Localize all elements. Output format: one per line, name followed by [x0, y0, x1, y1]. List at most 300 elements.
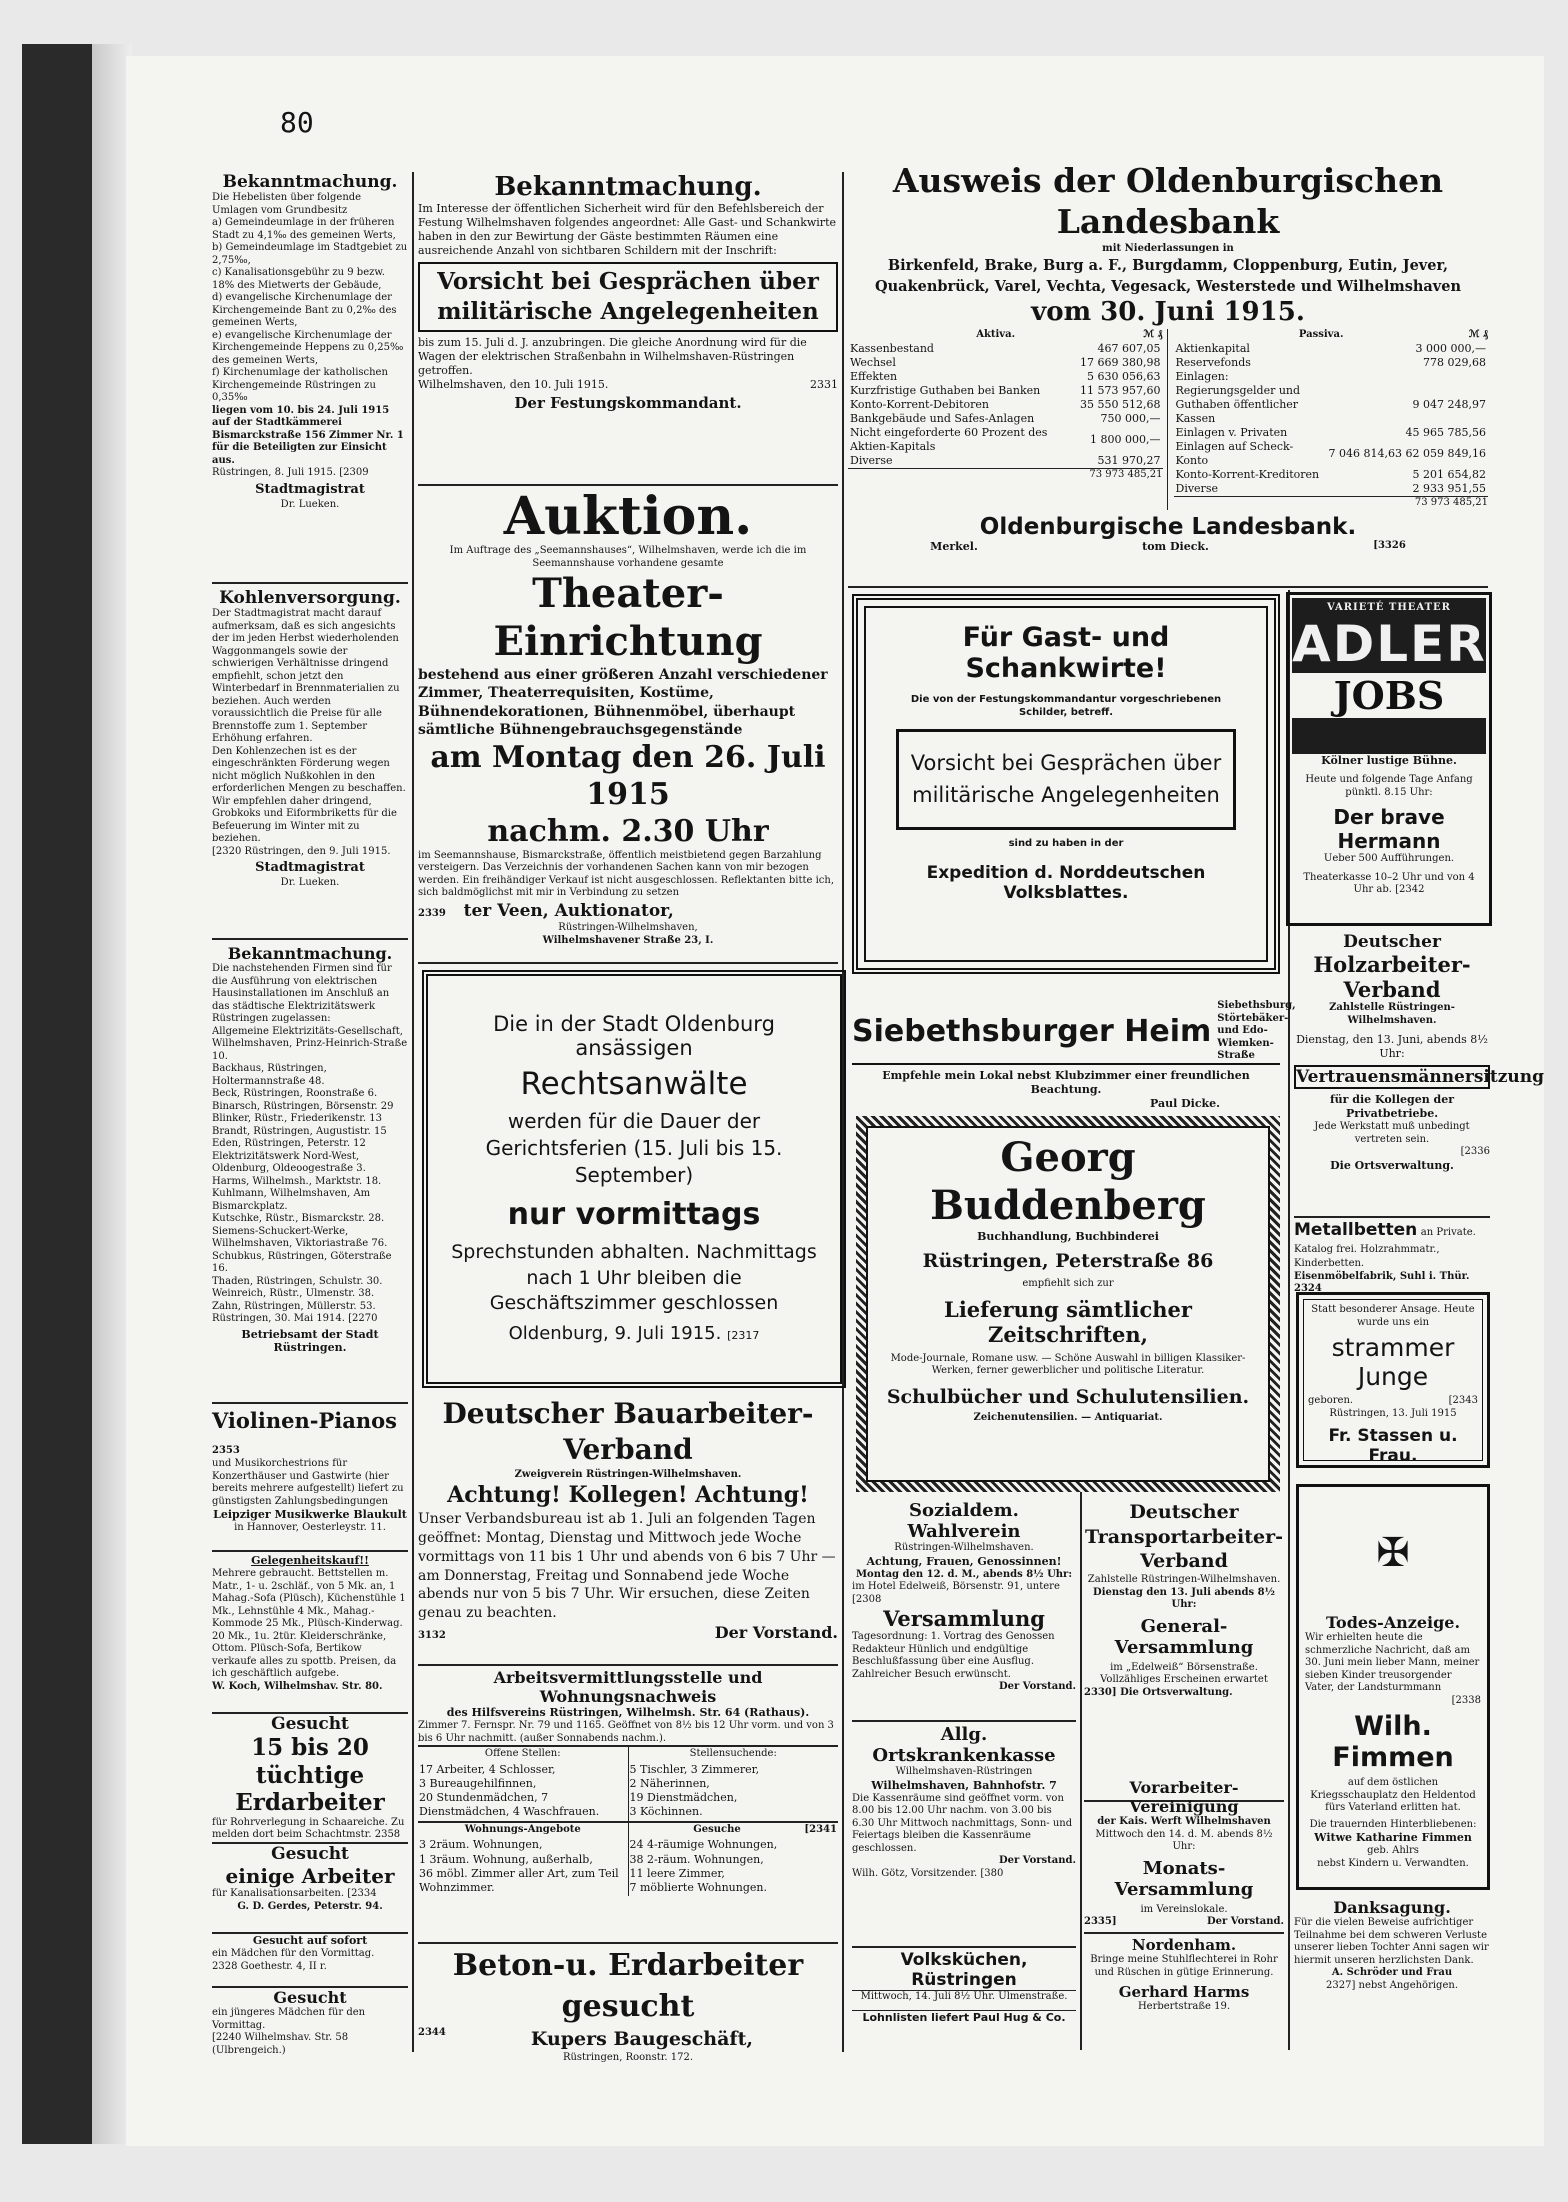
balance-value: 5 630 056,63	[1087, 369, 1161, 383]
list-item: Harms, Wilhelmsh., Marktstr. 18.	[212, 1175, 382, 1187]
ad-text: Mittwoch, 14. Juli 8½ Uhr. Ulmenstraße.	[860, 1991, 1068, 2002]
col-head: Stellensuchende:	[689, 1748, 777, 1760]
ad-headline: Schulbücher und Schulutensilien.	[886, 1385, 1250, 1408]
balance-label: Bankgebäude und Safes-Anlagen	[850, 411, 1035, 425]
ad-headline: Achtung, Frauen, Genossinnen!	[866, 1554, 1062, 1568]
ad-name: Paul Dicke.	[1150, 1096, 1220, 1110]
ad-title: Nordenham.	[1131, 1936, 1237, 1954]
bank-sub: mit Niederlassungen in	[1102, 242, 1234, 254]
ad-title: Gesucht auf sofort	[252, 1934, 368, 1947]
balance-row	[1174, 440, 1489, 468]
ad-firm: Eisenmöbelfabrik, Suhl i. Thür. 2324	[1294, 1270, 1470, 1295]
ad-text: geboren. [2343	[1308, 1395, 1478, 1406]
sign-text: Vorsicht bei Gesprächen über militärische Angelegenheiten	[437, 268, 819, 326]
balance-label: Einlagen:	[1175, 369, 1229, 383]
list-item: Binarsch, Rüstringen, Börsenstr. 29	[212, 1100, 394, 1112]
ad-text: Die trauernden Hinterbliebenen:	[1309, 1818, 1477, 1830]
ad-signature: Der Vorstand.	[998, 1681, 1076, 1693]
jobs-table	[418, 1745, 838, 1896]
ad-text: im Vereinslokale.	[1140, 1903, 1228, 1915]
holzarbeiter-ad	[1294, 932, 1544, 1214]
violinen-ad	[212, 1408, 408, 1548]
beton-ad	[418, 1946, 838, 2063]
balance-value: 17 669 380,98	[1080, 355, 1161, 369]
ges-cell	[628, 1837, 838, 1896]
bauarbeiter-ad	[418, 1396, 838, 1662]
ad-headline: Lieferung sämtlicher Zeitschriften,	[944, 1296, 1192, 1347]
ad-line: werden für die Dauer der Gerichtsferien (15. Juli bis 15. September)	[485, 1109, 783, 1187]
ad-title: Siebethsburger Heim	[852, 1013, 1212, 1049]
ad-address: Wilhelmshavener Straße 23, I.	[542, 934, 714, 946]
balance-row	[848, 356, 1163, 370]
ad-text: Zeichenutensilien. — Antiquariat.	[973, 1411, 1163, 1423]
wahlverein-ad	[852, 1500, 1076, 1718]
auction-date: am Montag den 26. Juli 1915	[430, 739, 826, 813]
ad-name: Gerhard Harms	[1118, 1983, 1250, 2001]
list-item: Kutschke, Rüstr., Bismarckstr. 28.	[212, 1213, 385, 1224]
balance-label: Reservefonds	[1175, 355, 1251, 369]
ad-sub: des Hilfsvereins Rüstringen, Wilhelmsh. Str. 64 (Rathaus).	[446, 1706, 810, 1719]
sign-sample	[896, 729, 1236, 830]
ad-text: empfiehlt sich zur	[1022, 1278, 1114, 1290]
notice-date: Rüstringen, 30. Mai 1914. [2270	[212, 1313, 378, 1324]
list-item: Weinreich, Rüstr., Ulmenstr. 38.	[212, 1288, 375, 1299]
ad-address: Rüstringen, Roonstr. 172.	[562, 2051, 694, 2063]
balance-value: 3 000 000,—	[1415, 341, 1486, 355]
ad-sub: Die von der Festungskommandantur vorgeschriebenen Schilder, betreff.	[910, 694, 1222, 718]
notice-title: Bekanntmachung.	[222, 172, 398, 192]
auktion-ad	[418, 488, 838, 962]
ad-signature: Witwe Katharine Fimmen	[1314, 1831, 1472, 1844]
ad-over: Ueber 500 Aufführungen.	[1323, 853, 1455, 865]
list-item: Kuhlmann, Wilhelmshaven, Am Bismarckplatz.	[212, 1188, 371, 1212]
einige-arbeiter-ad	[212, 1844, 408, 1934]
harms-ad	[1084, 1936, 1284, 2050]
balance-label: Kurzfristige Guthaben bei Banken	[850, 383, 1041, 397]
ad-title: Holzarbeiter-Verband	[1313, 952, 1471, 1002]
ad-text: Bringe meine Stuhlflechterei in Rohr und Rüschen in gütige Erinnerung.	[1090, 1954, 1278, 1978]
umlage-item: d) evangelische Kirchenumlage der Kirchengemeinde Bant zu 0,2‰ des gemeinen Werts,	[212, 292, 397, 328]
adler-theater-ad	[1286, 592, 1492, 926]
notice-text: Im Interesse der öffentlichen Sicherheit wird für den Befehlsbereich der Festung Wilhelmshaven folgendes angeordnet: Alle Gast- und Schankwirte haben in den zur Bewirtung der Gäste bestimmten Räumen eine ausreichende Anzahl von sichtbaren Schildern mit der Inschrift:	[418, 202, 836, 258]
balance-value: 750 000,—	[1100, 411, 1161, 425]
festung-notice	[418, 172, 838, 484]
ad-title: Danksagung.	[1333, 1898, 1451, 1917]
banner-top: VARIETÉ THEATER	[1327, 602, 1451, 613]
list-item: 3 2räum. Wohnungen,	[419, 1838, 543, 1852]
balance-row	[1174, 370, 1489, 384]
todesanzeige	[1296, 1484, 1490, 1890]
ad-address: [2240 Wilhelmshav. Str. 58 (Ulbrengeich.)	[212, 2032, 349, 2056]
ad-text: Statt besonderer Ansage. Heute wurde uns ein	[1311, 1304, 1475, 1328]
aktiva-table	[848, 342, 1163, 469]
buddenberg-ad	[856, 1116, 1280, 1492]
auctioneer: 2339 ter Veen, Auktionator,	[418, 900, 674, 921]
divider	[852, 1946, 1076, 1948]
ad-text: im Hotel Edelweiß, Börsenstr. 91, untere [2308	[852, 1581, 1060, 1605]
list-item: 1 3räum. Wohnung, außerhalb,	[419, 1852, 593, 1866]
divider	[1294, 1216, 1490, 1218]
ad-headline: strammer Junge	[1331, 1333, 1455, 1391]
divider	[1084, 1932, 1284, 1934]
col-head: Offene Stellen:	[418, 1746, 628, 1762]
divider	[418, 1942, 838, 1944]
ad-headline: Vertrauensmännersitzung	[1296, 1067, 1544, 1088]
list-item: Eden, Rüstringen, Peterstr. 12	[212, 1138, 366, 1149]
aktiva-total: 73 973 485,21	[848, 468, 1163, 482]
ad-date: Dienstag, den 13. Juni, abends 8½ Uhr:	[1296, 1033, 1488, 1061]
ad-title: Vorarbeiter-Vereinigung	[1129, 1778, 1239, 1816]
balance-row	[848, 370, 1163, 384]
siebethsburger-ad	[852, 1000, 1296, 1110]
notice-signature: Der Festungskommandant.	[514, 394, 742, 413]
ad-text: für Kanalisationsarbeiten. [2334	[212, 1888, 377, 1899]
wang-cell	[418, 1837, 628, 1896]
vorarbeiter-ad	[1084, 1778, 1284, 1928]
divider	[418, 962, 838, 964]
balance-row	[848, 454, 1163, 468]
notice-intro: Die Hebelisten über folgende Umlagen vom Grundbesitz	[212, 192, 362, 216]
balance-value: 1 800 000,—	[1090, 433, 1161, 447]
ad-address: Herbertstraße 19.	[1137, 2001, 1231, 2012]
ad-text: ein Mädchen für den Vormittag.	[212, 1948, 375, 1960]
list-item: 2 Näherinnen,	[629, 1776, 710, 1790]
balance-row	[1174, 342, 1489, 356]
ad-sub: Zweigverein Rüstringen-Wilhelmshaven.	[514, 1468, 742, 1480]
notice-name: Dr. Lueken.	[280, 877, 340, 888]
list-item: Siemens-Schuckert-Werke, Wilhelmshaven, Viktoriastraße 76.	[212, 1225, 388, 1249]
ad-signature: geb. Ahlrs	[1367, 1845, 1419, 1857]
balance-label: Wechsel	[850, 355, 896, 369]
passiva	[1174, 329, 1489, 510]
ad-play: Der brave Hermann	[1333, 805, 1445, 854]
ad-name: Wilh. Götz, Vorsitzender. [380	[852, 1867, 1004, 1879]
ad-date: Rüstringen, 13. Juli 1915	[1329, 1407, 1457, 1419]
ad-text: Empfehle mein Lokal nebst Klubzimmer einer freundlichen Beachtung.	[882, 1068, 1250, 1096]
ad-address: in Hannover, Oesterleystr. 11.	[234, 1522, 386, 1534]
balance-value: 7 046 814,63 62 059 849,16	[1328, 447, 1486, 461]
book-binding	[22, 44, 92, 2144]
balance-value: 45 965 785,56	[1405, 426, 1486, 439]
balance-value: 11 573 957,60	[1080, 383, 1161, 397]
ad-address: 2328 Goethestr. 4, II r.	[212, 1960, 327, 1972]
ad-date: Mittwoch den 14. d. M. abends 8½ Uhr:	[1095, 1828, 1273, 1852]
balance-value: 9 047 248,97	[1412, 397, 1486, 411]
ad-signature: Der Vorstand.	[998, 1855, 1076, 1867]
list-item: Beck, Rüstringen, Roonstraße 6.	[212, 1088, 378, 1099]
list-item: 3 Bureaugehilfinnen,	[419, 1776, 537, 1790]
ad-title: Sozialdem. Wahlverein	[907, 1500, 1021, 1542]
balance-sheet	[848, 329, 1488, 510]
ad-title: Georg Buddenberg	[930, 1134, 1206, 1229]
passiva-head: Passiva. ℳ ₰	[1298, 329, 1488, 341]
divider	[848, 586, 1488, 588]
notice-text: liegen vom 10. bis 24. Juli 1915 auf der Stadtkämmerei Bismarckstraße 156 Zimmer Nr. 1 für die Beteiligten zur Einsicht aus.	[212, 404, 404, 466]
list-item: 20 Stundenmädchen, 7 Dienstmädchen, 4 Waschfrauen.	[419, 1791, 600, 1819]
list-item: Allgemeine Elektrizitäts-Gesellschaft, Wilhelmshaven, Prinz-Heinrich-Straße 10.	[212, 1025, 408, 1062]
maedchen-ad-2	[212, 1988, 408, 2054]
divider	[418, 1664, 838, 1666]
ad-title: Violinen-Pianos 2353	[212, 1408, 397, 1456]
ad-date: Oldenburg, 9. Juli 1915. [2317	[508, 1322, 760, 1344]
list-item: 38 2-räum. Wohnungen,	[629, 1852, 764, 1866]
ad-address: Rüstringen, Peterstraße 86	[922, 1250, 1214, 1273]
balance-label: Kassenbestand	[850, 341, 934, 355]
ad-title: Gesucht	[271, 1714, 349, 1734]
offen-cell	[418, 1762, 628, 1822]
ad-line: Die in der Stadt Oldenburg ansässigen	[493, 1012, 775, 1060]
list-item: 5 Tischler, 3 Zimmerer,	[629, 1762, 760, 1776]
aktiva-head: Aktiva. ℳ ₰	[976, 329, 1163, 341]
notice-date: Wilhelmshaven, den 10. Juli 1915. 2331	[418, 378, 838, 392]
auction-time: nachm. 2.30 Uhr	[487, 813, 769, 849]
notice-signature: Stadtmagistrat	[255, 481, 365, 497]
ad-text: Heute und folgende Tage Anfang pünktl. 8.15 Uhr:	[1305, 774, 1473, 798]
umlage-item: b) Gemeindeumlage im Stadtgebiet zu 2,75‰,	[212, 242, 408, 266]
ad-headline: einige Arbeiter	[225, 1864, 395, 1888]
ad-number: [2338	[1451, 1694, 1481, 1706]
list-item: Backhaus, Rüstringen, Holtermannstraße 48.	[212, 1063, 327, 1087]
banner-name: ADLER	[1292, 614, 1487, 673]
divider	[212, 1402, 408, 1404]
umlage-item: a) Gemeindeumlage in der früheren Stadt zu 4,1‰ des gemeinen Werts,	[212, 217, 396, 241]
gelegenheit-ad	[212, 1554, 408, 1710]
notice-text: bis zum 15. Juli d. J. anzubringen. Die gleiche Anordnung wird für die Wagen der elektrischen Straßenbahn in Wilhelmshaven-Rüstringen getroffen.	[418, 336, 807, 378]
adler-banner	[1292, 598, 1486, 754]
notice-signature: Stadtmagistrat	[255, 860, 365, 875]
list-item: 3 Köchinnen.	[629, 1805, 703, 1819]
bank-places: Birkenfeld, Brake, Burg a. F., Burgdamm, Cloppenburg, Eutin, Jever, Quakenbrück, Varel, Vechta, Vegesack, Westerstede und Wilhelmshaven	[875, 257, 1461, 296]
list-item: Zahn, Rüstringen, Müllerstr. 53.	[212, 1300, 376, 1312]
list-item: Brandt, Rüstringen, Augustistr. 15	[212, 1125, 387, 1137]
ad-kasse: Theaterkasse 10–2 Uhr und von 4 Uhr ab. [2342	[1303, 871, 1475, 896]
gastwirte-ad	[852, 594, 1280, 974]
ad-text: Die Kassenräume sind geöffnet vorm. von 8.00 bis 12.00 Uhr nachm. von 3.00 bis 6.30 Uhr Mittwoch nachmittags, Sonn- und Feiertags bleiben die Kassenräume geschlossen.	[852, 1792, 1073, 1854]
balance-label: Diverse	[1175, 482, 1218, 496]
ad-sub: Rüstringen-Wilhelmshaven.	[894, 1542, 1034, 1553]
ad-text: im Seemannshause, Bismarckstraße, öffentlich meistbietend gegen Barzahlung versteigern. Das Verzeichnis der vorhandenen Sachen kann von mir bezogen werden. Ein freihändiger Verkauf ist nicht ausgeschlossen. Reflektanten bitte ich, sich baldmöglichst mit mir in Verbindung zu setzen	[418, 849, 835, 899]
ad-headline: Theater-Einrichtung	[493, 570, 763, 666]
ad-text: auf dem östlichen Kriegsschauplatz den Heldentod fürs Vaterland erlitten hat.	[1310, 1777, 1476, 1813]
notice-name: Dr. Lueken.	[280, 498, 340, 510]
ad-title: Auktion.	[503, 486, 753, 547]
ad-title: Für Gast- und Schankwirte!	[962, 622, 1170, 684]
ad-text: für die Kollegen der Privatbetriebe.	[1329, 1093, 1455, 1121]
firm-list	[212, 1026, 408, 1314]
ad-date: Dienstag den 13. Juli abends 8½ Uhr:	[1093, 1586, 1275, 1611]
umlagen-notice	[212, 172, 408, 582]
balance-value: 2 933 951,55	[1412, 482, 1486, 496]
passiva-total: 73 973 485,21	[1174, 496, 1489, 510]
notice-date: Rüstringen, 8. Juli 1915. [2309	[212, 467, 369, 478]
ad-text: sind zu haben in der	[1008, 838, 1124, 849]
balance-row	[1174, 426, 1489, 440]
ad-text: Mode-Journale, Romane usw. — Schöne Auswahl in billigen Klassiker-Werken, ferner gewerblicher und politische Literatur.	[890, 1352, 1246, 1377]
ad-signature: 2330] Die Ortsverwaltung.	[1084, 1686, 1233, 1698]
notice-title: Bekanntmachung.	[227, 944, 393, 963]
ad-title: Todes-Anzeige.	[1325, 1613, 1461, 1632]
ad-title: Beton-u. Erdarbeiter gesucht	[452, 1948, 804, 2024]
divider	[212, 1550, 408, 1552]
geburt-anzeige	[1296, 1292, 1490, 1468]
balance-value: 778 029,68	[1423, 355, 1486, 369]
balance-value: 5 201 654,82	[1412, 468, 1486, 482]
ad-text: Wir erhielten heute die schmerzliche Nachricht, daß am 30. Juni mein lieber Mann, meiner sieben Kinder treusorgender Vater, der Landsturmmann	[1305, 1632, 1480, 1693]
aktiva	[848, 329, 1168, 510]
sign-text: Vorsicht bei Gesprächen über militärische Angelegenheiten	[910, 751, 1222, 807]
ad-line: Deutscher	[1343, 932, 1441, 952]
ad-signature: A. Schröder und Frau	[1331, 1967, 1453, 1978]
list-item: 36 möbl. Zimmer aller Art, zum Teil Wohnzimmer.	[419, 1866, 619, 1895]
arbeitsvermittlung-ad	[418, 1668, 838, 1942]
divider	[212, 938, 408, 940]
ad-side: und Edo-Wiemken-Straße	[1217, 1025, 1274, 1061]
ad-title: Gesucht	[273, 1988, 347, 2007]
list-item: Schubkus, Rüstringen, Göterstraße 16.	[212, 1250, 392, 1274]
balance-label: Konto-Korrent-Kreditoren	[1175, 468, 1320, 482]
ad-headline: 15 bis 20 tüchtige Erdarbeiter	[235, 1734, 385, 1817]
col-head: Wohnungs-Angebote	[418, 1822, 628, 1838]
balance-row	[1174, 468, 1489, 482]
balance-row	[1174, 356, 1489, 370]
ad-firm: Leipziger Musikwerke Blaukult	[213, 1508, 407, 1521]
list-item: 19 Dienstmädchen,	[629, 1791, 738, 1805]
ad-city: Rüstringen-Wilhelmshaven,	[558, 922, 698, 934]
kohlen-notice	[212, 588, 408, 936]
list-item: 24 4-räumige Wohnungen,	[629, 1838, 778, 1852]
ad-intro: Im Auftrage des „Seemannshauses“, Wilhelmshaven, werde ich die im Seemannshause vorhandene gesamte	[449, 545, 807, 569]
ad-text: für Rohrverlegung in Schaareiche. Zu melden dort beim Schachtmstr. 2358	[212, 1816, 405, 1841]
balance-row	[848, 342, 1163, 356]
notice-text: Den Kohlenzechen ist es der eingeschränkten Förderung wegen nicht möglich Nußkohlen in den erforderlichen Mengen zu beschaffen. Wir empfehlen daher dringend, Grobkoks und Eiformbriketts für die Befeuerung im Winter mit zu beziehen.	[212, 745, 406, 844]
ad-text: Metallbetten an Private. Katalog frei. Holzrahmmatr., Kinderbetten.	[1294, 1220, 1476, 1270]
balance-value: 467 607,05	[1097, 341, 1161, 355]
firmen-notice	[212, 944, 408, 1402]
ad-title: Deutscher Bauarbeiter-Verband	[442, 1397, 814, 1467]
column-rule	[1080, 1490, 1082, 2050]
ad-line: Sprechstunden abhalten. Nachmittags nach 1 Uhr bleiben die Geschäftszimmer geschlossen	[451, 1241, 817, 1315]
ad-sub: Zahlstelle Rüstringen-Wilhelmshaven.	[1329, 1002, 1455, 1026]
passiva-table	[1174, 342, 1489, 497]
ad-side: Siebethsburg, Störtebäker-	[1217, 1000, 1296, 1024]
list-item: 7 möblierte Wohnungen.	[629, 1881, 767, 1895]
ad-text: Für die vielen Beweise aufrichtiger Teilnahme bei dem schweren Verluste unserer lieben Tochter Anni sagen wir hiermit unseren herzlichsten Dank.	[1294, 1917, 1489, 1966]
ad-name: Wilh. Fimmen	[1332, 1711, 1454, 1773]
balance-row	[848, 412, 1163, 426]
ad-title: Deutscher Transportarbeiter-Verband	[1084, 1501, 1283, 1573]
balance-label: Einlagen v. Privaten	[1175, 426, 1288, 439]
notice-text: Der Stadtmagistrat macht darauf aufmerksam, daß es sich angesichts der im jeden Herbst wiederholenden Waggonmangels sowie der schwierigen Verhältnisse dringend empfiehlt, schon jetzt den Winterbedarf in Brennmaterialien zu beziehen. Auch werden voraussichtlich die Preise für alle Brennstoffe zum 1. September Erhöhung erfahren.	[212, 608, 400, 744]
ad-title: Gelegenheitskauf!!	[251, 1554, 369, 1567]
ad-text: und Musikorchestrions für Konzerthäuser und Gastwirte (hier bereits mehrere aufgestellt) liefert zu günstigsten Zahlungsbedingungen	[212, 1458, 404, 1507]
ad-text: Jede Werkstatt muß unbedingt vertreten sein.	[1314, 1121, 1470, 1145]
maedchen-ad-1	[212, 1934, 408, 1986]
list-item: Elektrizitätswerk Nord-West, Oldenburg, Oldeoogestraße 3.	[212, 1150, 366, 1174]
ad-sub: Zahlstelle Rüstringen-Wilhelmshaven.	[1087, 1574, 1281, 1586]
balance-value: 35 550 512,68	[1080, 397, 1161, 411]
notice-sign-box	[418, 262, 838, 332]
balance-row	[848, 398, 1163, 412]
ad-firm: 2344 Kupers Baugeschäft,	[418, 2027, 753, 2050]
col-head: Gesuche [2341	[693, 1823, 837, 1835]
balance-row	[1174, 384, 1489, 426]
ad-sub: der Kais. Werft Wilhelmshaven	[1097, 1816, 1271, 1827]
ad-footer: Lohnlisten liefert Paul Hug & Co.	[852, 2010, 1076, 2025]
ad-text: Vollzähliges Erscheinen erwartet	[1100, 1674, 1268, 1686]
transport-ad	[1084, 1500, 1284, 1798]
notice-intro: Die nachstehenden Firmen sind für die Ausführung von elektrischen Hausinstallationen im Anschluß an das städtische Elektrizitätswerk Rüstringen zugelassen:	[212, 963, 392, 1024]
balance-label: Nicht eingeforderte 60 Prozent des Aktien-Kapitals	[850, 426, 1048, 454]
ad-description: bestehend aus einer größeren Anzahl verschiedener Zimmer, Theaterrequisiten, Kostüme, Bühnendekorationen, Bühnenmöbel, überhaupt sämtliche Bühnengebrauchsgegenstände	[418, 667, 828, 738]
column-rule	[412, 172, 414, 2052]
ad-headline: Versammlung	[883, 1606, 1045, 1632]
ad-text: Mehrere gebraucht. Bettstellen m. Matr., 1- u. 2schläf., von 5 Mk. an, 1 Mahag.-Sofa (Plüsch), Küchenstühle 1 Mk., Lehnstühle 4 Mk., Mahag.-Kommode 25 Mk., Plüsch-Kinderwag. 20 Mk., 1u. 2tür. Kleiderschränke, Ottom. Plüsch-Sofa, Bertikow verkaufe alles zu spottb. Preisen, da ich geschäftlich aufgebe.	[212, 1568, 406, 1680]
list-item: Blinker, Rüstr., Friederikenstr. 13	[212, 1113, 383, 1124]
bank-date: vom 30. Juni 1915.	[1031, 297, 1305, 328]
bank-signatures: Merkel. tom Dieck. [3326	[930, 539, 1406, 553]
ad-text: Zimmer 7. Fernspr. Nr. 79 und 1165. Geöffnet von 8½ bis 12 Uhr vorm. und von 3 bis 6 Uhr nachmitt. (außer Sonnabends nachm.).	[418, 1720, 834, 1744]
ad-address: Wilhelmshaven, Bahnhofstr. 7	[871, 1778, 1057, 1792]
ad-footer: Expedition d. Norddeutschen Volksblattes.	[926, 862, 1206, 903]
ad-signature: 3132 Der Vorstand.	[418, 1623, 838, 1643]
balance-row	[848, 426, 1163, 454]
page-number: 80	[280, 106, 314, 139]
balance-value	[1327, 370, 1488, 384]
balance-label: Regierungsgelder und Guthaben öffentlicher Kassen	[1175, 383, 1301, 425]
balance-label: Einlagen auf Scheck-Konto	[1175, 440, 1294, 468]
ad-sub: Kölner lustige Bühne.	[1321, 754, 1457, 767]
ad-text: ein jüngeres Mädchen für den Vormittag.	[212, 2007, 366, 2031]
erdarbeiter-ad	[212, 1714, 408, 1840]
ad-text: im „Edelweiß“ Börsenstraße.	[1110, 1661, 1258, 1673]
such-cell	[628, 1762, 838, 1822]
balance-value: 531 970,27	[1097, 454, 1161, 468]
danksagung-ad	[1294, 1898, 1490, 2050]
ad-headline: nur vormittags	[507, 1197, 761, 1232]
list-item: 17 Arbeiter, 4 Schlosser,	[419, 1762, 556, 1776]
balance-label: Diverse	[850, 454, 893, 468]
rechtsanwaelte-ad	[422, 970, 846, 1388]
ad-headline: Achtung! Kollegen! Achtung!	[447, 1482, 809, 1509]
umlage-item: c) Kanalisationsgebühr zu 9 bezw. 18% des Mietwerts der Gebäude,	[212, 267, 385, 291]
notice-signature: Betriebsamt der Stadt Rüstringen.	[241, 1327, 379, 1354]
ad-signature: Die Ortsverwaltung.	[1330, 1158, 1454, 1172]
umlage-item: e) evangelische Kirchenumlage der Kirchengemeinde Heppens zu 0,25‰ des gemeinen Werts,	[212, 329, 404, 366]
ad-title: Gesucht	[271, 1844, 349, 1864]
divider	[852, 1720, 1076, 1722]
ad-title: Arbeitsvermittlungsstelle und Wohnungsnachweis	[493, 1668, 763, 1706]
ad-signature: 2335] Der Vorstand.	[1084, 1916, 1284, 1927]
balance-label: Effekten	[850, 369, 898, 383]
balance-label: Konto-Korrent-Debitoren	[850, 397, 989, 411]
balance-row	[1174, 482, 1489, 496]
ad-headline: Monats-Versammlung	[1114, 1857, 1254, 1900]
list-item: 11 leere Zimmer,	[629, 1866, 725, 1880]
bank-footer: Oldenburgische Landesbank.	[979, 513, 1357, 540]
ad-names: Fr. Stassen u. Frau.	[1328, 1426, 1458, 1466]
notice-title: Bekanntmachung.	[494, 172, 762, 202]
ad-headline: General-Versammlung	[1114, 1615, 1254, 1658]
metallbetten-ad	[1294, 1220, 1490, 1295]
ad-name: W. Koch, Wilhelmshav. Str. 80.	[212, 1680, 383, 1692]
ad-sub: Buchhandlung, Buchbinderei	[977, 1230, 1159, 1243]
balance-row	[848, 384, 1163, 398]
ad-title: Allg. Ortskrankenkasse	[872, 1724, 1056, 1766]
krankenkasse-ad	[852, 1724, 1076, 1944]
divider	[212, 582, 408, 584]
ad-number: [2336	[1460, 1146, 1490, 1158]
bank-statement	[848, 160, 1488, 584]
